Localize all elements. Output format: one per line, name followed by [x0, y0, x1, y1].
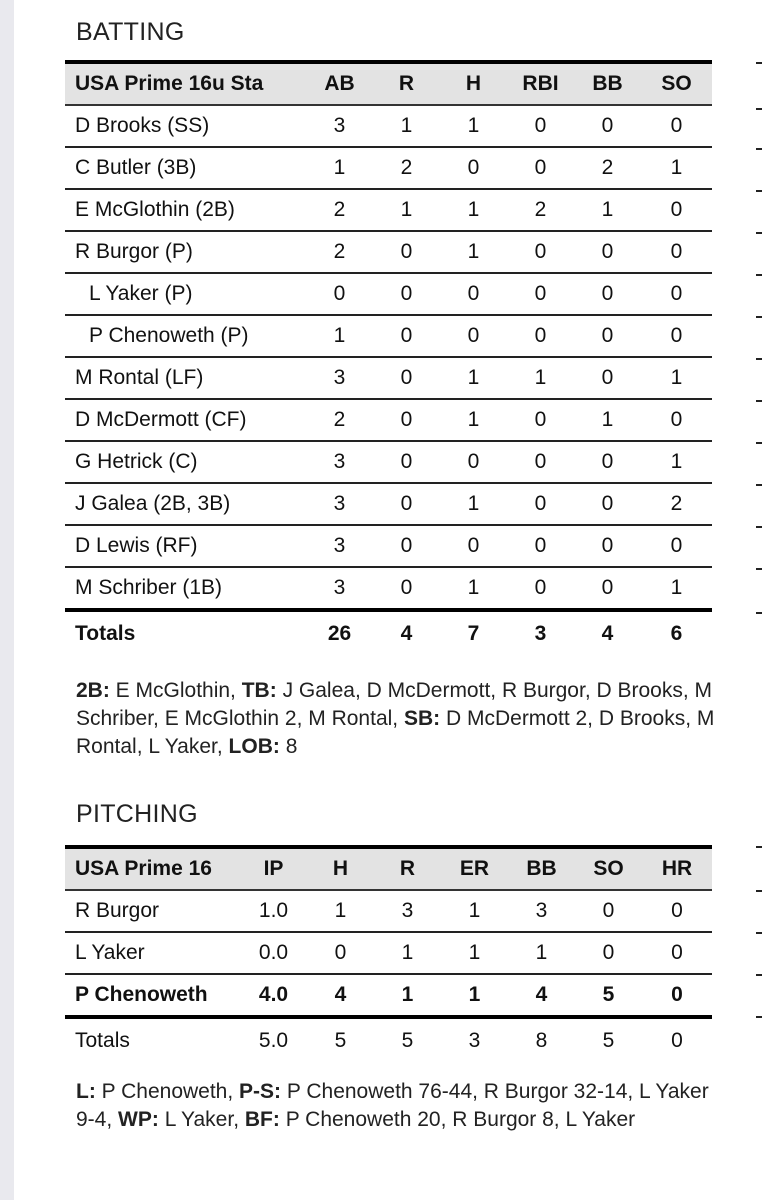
- batting-row: [65, 441, 712, 483]
- stat-cell: 0: [373, 525, 440, 567]
- player-name: E McGlothin (2B): [65, 189, 306, 231]
- batting-row: [65, 525, 712, 567]
- stat-cell: 0: [574, 441, 641, 483]
- player-name: M Rontal (LF): [65, 357, 306, 399]
- stat-cell: 2: [373, 147, 440, 189]
- stat-cell: 0: [642, 932, 712, 974]
- totals-cell: 0: [671, 1029, 683, 1052]
- stat-cell: 1: [641, 147, 712, 189]
- totals-cell: 7: [467, 622, 480, 645]
- note-label: L:: [76, 1080, 96, 1103]
- batting-table: [65, 60, 712, 656]
- stat-cell: 0: [373, 357, 440, 399]
- stat-cell: 0: [574, 273, 641, 315]
- stat-cell: 2: [306, 231, 373, 273]
- note-text: P Chenoweth,: [95, 1080, 240, 1103]
- note-label: 2B:: [76, 679, 110, 702]
- col-header-bb: BB: [526, 857, 557, 880]
- note-text: E McGlothin,: [109, 679, 242, 702]
- stat-cell: 1: [574, 189, 641, 231]
- totals-label: Totals: [75, 622, 136, 645]
- stat-cell: 0: [575, 932, 642, 974]
- stat-cell: 3: [306, 567, 373, 610]
- stat-cell: 1: [307, 890, 374, 932]
- left-scroll-rail: [0, 0, 14, 1200]
- batting-row: [65, 399, 712, 441]
- stat-cell: 1: [641, 441, 712, 483]
- totals-cell: 5: [602, 1029, 615, 1052]
- batting-row: [65, 147, 712, 189]
- pitching-notes: [76, 1078, 726, 1134]
- col-header-h: H: [332, 857, 349, 880]
- stat-cell: 5: [575, 974, 642, 1017]
- pitching-row: [65, 890, 712, 932]
- col-header-so: SO: [593, 857, 624, 880]
- player-name: C Butler (3B): [65, 147, 306, 189]
- stat-cell: 0: [507, 483, 574, 525]
- stat-cell: 2: [306, 399, 373, 441]
- col-header-h: H: [465, 72, 482, 95]
- stat-cell: 4: [508, 974, 575, 1017]
- stat-cell: 2: [507, 189, 574, 231]
- stat-cell: 0: [373, 399, 440, 441]
- stat-cell: 0: [373, 231, 440, 273]
- note-label: BF:: [244, 1108, 280, 1131]
- stat-cell: 0: [641, 231, 712, 273]
- pitching-section-title: PITCHING: [76, 800, 198, 828]
- stat-cell: 0: [642, 890, 712, 932]
- stat-cell: 1: [641, 357, 712, 399]
- stat-cell: 0: [641, 273, 712, 315]
- player-name: D Lewis (RF): [65, 525, 306, 567]
- stat-cell: 1: [440, 105, 507, 147]
- pitcher-name: R Burgor: [65, 890, 240, 932]
- stat-cell: 1: [440, 567, 507, 610]
- stat-cell: 1: [440, 357, 507, 399]
- stat-cell: 3: [306, 105, 373, 147]
- stat-cell: 4.0: [240, 974, 307, 1017]
- note-text: D McDermott 2, D Brooks, M Rontal, L Yaker,: [76, 707, 715, 758]
- stat-cell: 0: [641, 189, 712, 231]
- stat-cell: 0: [575, 890, 642, 932]
- pitcher-name: L Yaker: [65, 932, 240, 974]
- totals-cell: 26: [327, 622, 352, 645]
- note-text: 8: [279, 735, 298, 758]
- col-header-er: ER: [459, 857, 490, 880]
- stat-cell: 1: [441, 932, 508, 974]
- totals-cell: 8: [535, 1029, 548, 1052]
- stat-cell: 1: [641, 567, 712, 610]
- stat-cell: 0: [574, 231, 641, 273]
- stat-cell: 1: [440, 399, 507, 441]
- stat-cell: 0: [440, 441, 507, 483]
- stat-cell: 1.0: [240, 890, 307, 932]
- batting-row: [65, 483, 712, 525]
- stat-cell: 0: [642, 974, 712, 1017]
- batting-section-title: BATTING: [76, 18, 185, 46]
- stat-cell: 0: [507, 399, 574, 441]
- note-text: P Chenoweth 76-44, R Burgor 32-14, L Yaker 9-4,: [76, 1080, 709, 1131]
- batting-notes: [76, 677, 726, 761]
- stat-cell: 4: [307, 974, 374, 1017]
- stat-cell: 0: [641, 525, 712, 567]
- stat-cell: 0: [507, 567, 574, 610]
- stat-cell: 1: [508, 932, 575, 974]
- col-header-r: R: [398, 72, 415, 95]
- stat-cell: 0: [641, 105, 712, 147]
- totals-cell: 6: [670, 622, 683, 645]
- batting-totals-row: [65, 610, 712, 656]
- pitching-row: [65, 974, 712, 1017]
- stat-cell: 0: [641, 399, 712, 441]
- stat-cell: 0: [373, 315, 440, 357]
- stat-cell: 0: [641, 315, 712, 357]
- pitching-totals-row: [65, 1017, 712, 1063]
- player-name: R Burgor (P): [65, 231, 306, 273]
- stat-cell: 0: [507, 273, 574, 315]
- stat-cell: 3: [306, 357, 373, 399]
- note-label: TB:: [241, 679, 277, 702]
- pitching-team-header: USA Prime 16: [75, 857, 212, 880]
- batting-row: [65, 567, 712, 610]
- stat-cell: 1: [306, 315, 373, 357]
- stat-cell: 0: [507, 147, 574, 189]
- note-text: L Yaker,: [158, 1108, 245, 1131]
- stat-cell: 1: [373, 189, 440, 231]
- stat-cell: 0: [507, 105, 574, 147]
- stat-cell: 0: [373, 483, 440, 525]
- stat-cell: 2: [641, 483, 712, 525]
- col-header-ip: IP: [263, 857, 284, 880]
- stat-cell: 1: [374, 932, 441, 974]
- batting-row: [65, 189, 712, 231]
- stat-cell: 3: [306, 525, 373, 567]
- stat-cell: 0: [373, 567, 440, 610]
- stat-cell: 2: [306, 189, 373, 231]
- col-header-so: SO: [661, 72, 692, 95]
- stat-cell: 0: [373, 273, 440, 315]
- player-name: J Galea (2B, 3B): [65, 483, 306, 525]
- player-name: M Schriber (1B): [65, 567, 306, 610]
- stat-cell: 0: [574, 105, 641, 147]
- note-text: J Galea, D McDermott, R Burgor, D Brooks, M Schriber, E McGlothin 2, M Rontal,: [76, 679, 713, 730]
- col-header-hr: HR: [661, 857, 693, 880]
- note-text: P Chenoweth 20, R Burgor 8, L Yaker: [279, 1108, 636, 1131]
- stat-cell: 0: [507, 315, 574, 357]
- stat-cell: 0: [373, 441, 440, 483]
- stat-cell: 0: [507, 231, 574, 273]
- stat-cell: 0: [440, 525, 507, 567]
- stat-cell: 0: [507, 441, 574, 483]
- totals-cell: 4: [601, 622, 614, 645]
- stat-cell: 0: [307, 932, 374, 974]
- stat-cell: 1: [306, 147, 373, 189]
- player-name: G Hetrick (C): [65, 441, 306, 483]
- stat-cell: 0: [574, 315, 641, 357]
- totals-cell: 5.0: [258, 1029, 289, 1052]
- pitching-table: [65, 845, 712, 1063]
- stat-cell: 0: [306, 273, 373, 315]
- totals-cell: 5: [334, 1029, 347, 1052]
- totals-cell: 5: [401, 1029, 414, 1052]
- col-header-bb: BB: [592, 72, 623, 95]
- pitching-header-row: [65, 847, 712, 890]
- right-edge-table-peek: [752, 0, 762, 1200]
- stat-cell: 3: [374, 890, 441, 932]
- player-name: P Chenoweth (P): [65, 315, 306, 357]
- col-header-rbi: RBI: [522, 72, 559, 95]
- stat-cell: 0: [440, 315, 507, 357]
- batting-team-header: USA Prime 16u Sta: [75, 72, 264, 95]
- pitcher-name: P Chenoweth: [65, 974, 240, 1017]
- pitching-row: [65, 932, 712, 974]
- stat-cell: 1: [374, 974, 441, 1017]
- note-label: SB:: [403, 707, 441, 730]
- totals-cell: 4: [400, 622, 413, 645]
- stat-cell: 0: [440, 273, 507, 315]
- player-name: D McDermott (CF): [65, 399, 306, 441]
- stat-cell: 3: [306, 483, 373, 525]
- stat-cell: 3: [306, 441, 373, 483]
- stat-cell: 1: [373, 105, 440, 147]
- note-label: WP:: [118, 1108, 159, 1131]
- totals-cell: 3: [468, 1029, 481, 1052]
- batting-row: [65, 231, 712, 273]
- stat-cell: 1: [440, 483, 507, 525]
- col-header-r: R: [399, 857, 416, 880]
- col-header-ab: AB: [324, 72, 355, 95]
- stat-cell: 0: [507, 525, 574, 567]
- note-label: LOB:: [228, 735, 280, 758]
- stat-cell: 0: [574, 483, 641, 525]
- stat-cell: 1: [574, 399, 641, 441]
- stat-cell: 1: [440, 189, 507, 231]
- stat-cell: 3: [508, 890, 575, 932]
- stat-cell: 0: [574, 567, 641, 610]
- stat-cell: 1: [507, 357, 574, 399]
- stat-cell: 1: [441, 890, 508, 932]
- stat-cell: 0.0: [240, 932, 307, 974]
- stat-cell: 0: [574, 525, 641, 567]
- stat-cell: 1: [441, 974, 508, 1017]
- batting-row: [65, 315, 712, 357]
- batting-row: [65, 273, 712, 315]
- stat-cell: 2: [574, 147, 641, 189]
- player-name: D Brooks (SS): [65, 105, 306, 147]
- stat-cell: 0: [574, 357, 641, 399]
- note-label: P-S:: [239, 1080, 282, 1103]
- totals-cell: 3: [534, 622, 547, 645]
- batting-header-row: [65, 62, 712, 105]
- player-name: L Yaker (P): [65, 273, 306, 315]
- stat-cell: 1: [440, 231, 507, 273]
- totals-label: Totals: [75, 1029, 130, 1052]
- stat-cell: 0: [440, 147, 507, 189]
- batting-row: [65, 357, 712, 399]
- batting-row: [65, 105, 712, 147]
